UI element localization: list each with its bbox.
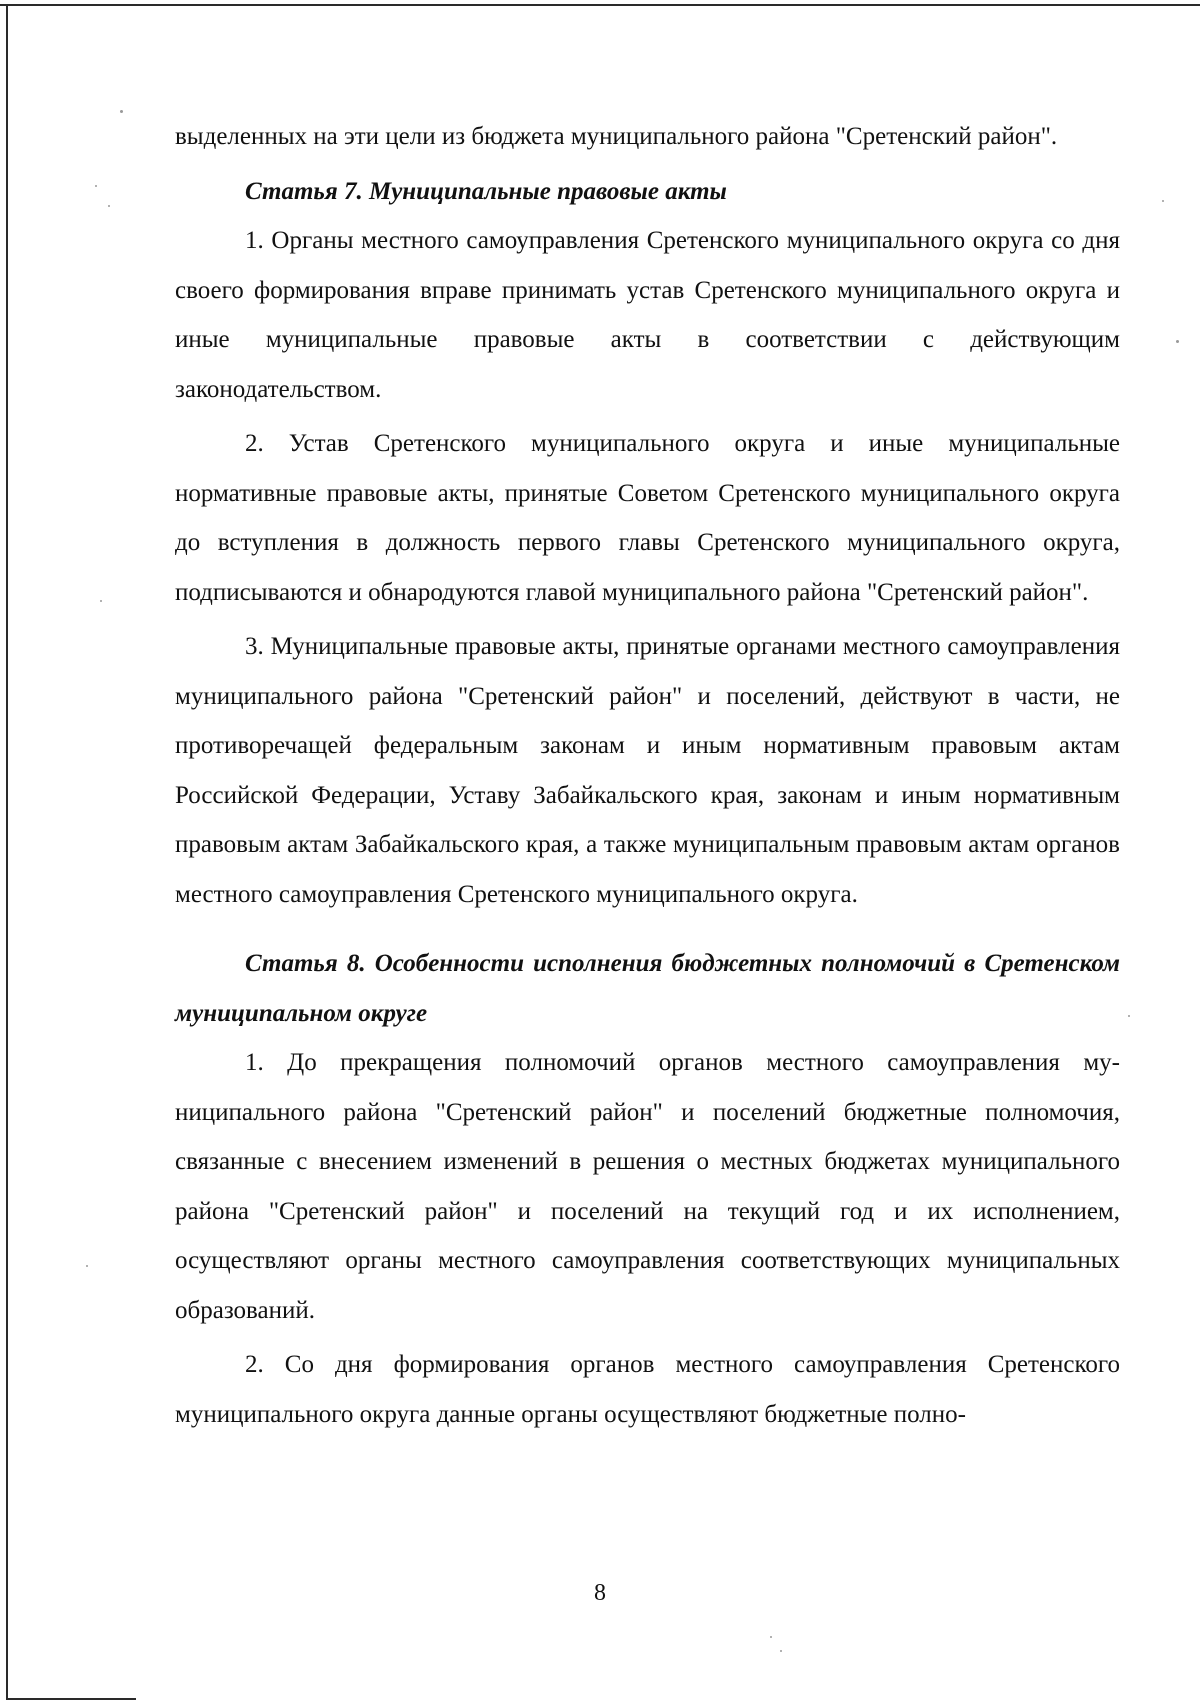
paragraph-continued: выделенных на эти цели из бюджета муниципального района "Сретенский район". (175, 123, 1058, 150)
heading-article-8: Статья 8. Особенности исполнения бюджетных полномочий в Сретенском муниципальном округе (175, 950, 1120, 1027)
scan-speck (120, 110, 123, 113)
scan-speck (1176, 340, 1179, 343)
scan-speck (100, 600, 102, 602)
scan-speck (1128, 1015, 1130, 1017)
paragraph-article-7-item-1: 1. Органы местного самоуправления Сретенского муниципального округа со дня своего формирования вправе принимать устав Сретенского муниципального округа и иные муниципальные правовые акты в соответствии с действующим законодательством. (175, 227, 1120, 403)
page-number: 8 (594, 1580, 606, 1606)
paragraph-article-7-item-2: 2. Устав Сретенского муниципального округа и иные муниципальные нормативные правовые акты, принятые Советом Сретенского муниципального округа до вступления в должность первого главы Сретенского муниципального округа, подписываются и обнародуются главой муниципального района "Сретенский район". (175, 430, 1120, 606)
scan-speck (108, 205, 110, 207)
scan-speck (95, 185, 97, 187)
scan-speck (780, 1650, 782, 1652)
scan-border-left (6, 4, 8, 1700)
scan-border-top (0, 4, 1200, 6)
paragraph-article-7-item-3: 3. Муниципальные правовые акты, принятые органами местного самоуправления муниципального района "Сретенский район" и поселений, действуют в части, не противоречащей федеральным законам и иным нормативным правовым актам Российской Федерации, Уставу Забайкальского края, законам и иным нормативным правовым актам Забайкальского края, а также муниципальным правовым актам органов местного самоуправления Сретенского муниципального округа. (175, 633, 1120, 908)
paragraph-article-8-item-2: 2. Со дня формирования органов местного самоуправления Сретенского муниципального округа данные органы осуществляют бюджетные полно- (175, 1351, 1120, 1428)
scan-speck (770, 1636, 772, 1638)
scan-border-bottom (6, 1698, 136, 1700)
scan-speck (86, 1265, 88, 1267)
heading-article-7: Статья 7. Муниципальные правовые акты (245, 177, 727, 205)
document-body (175, 112, 1120, 1439)
paragraph-article-8-item-1: 1. До прекращения полномочий органов местного самоуправления муниципального района "Сретенский район" и поселений бюджетные полномочия, связанные с внесением изменений в решения о местных бюджетах муниципального района "Сретенский район" и поселений на текущий год и их исполнением, осуществляют органы местного самоуправления соответствующих муниципальных образований. (175, 1049, 1120, 1324)
scan-speck (1162, 200, 1164, 202)
